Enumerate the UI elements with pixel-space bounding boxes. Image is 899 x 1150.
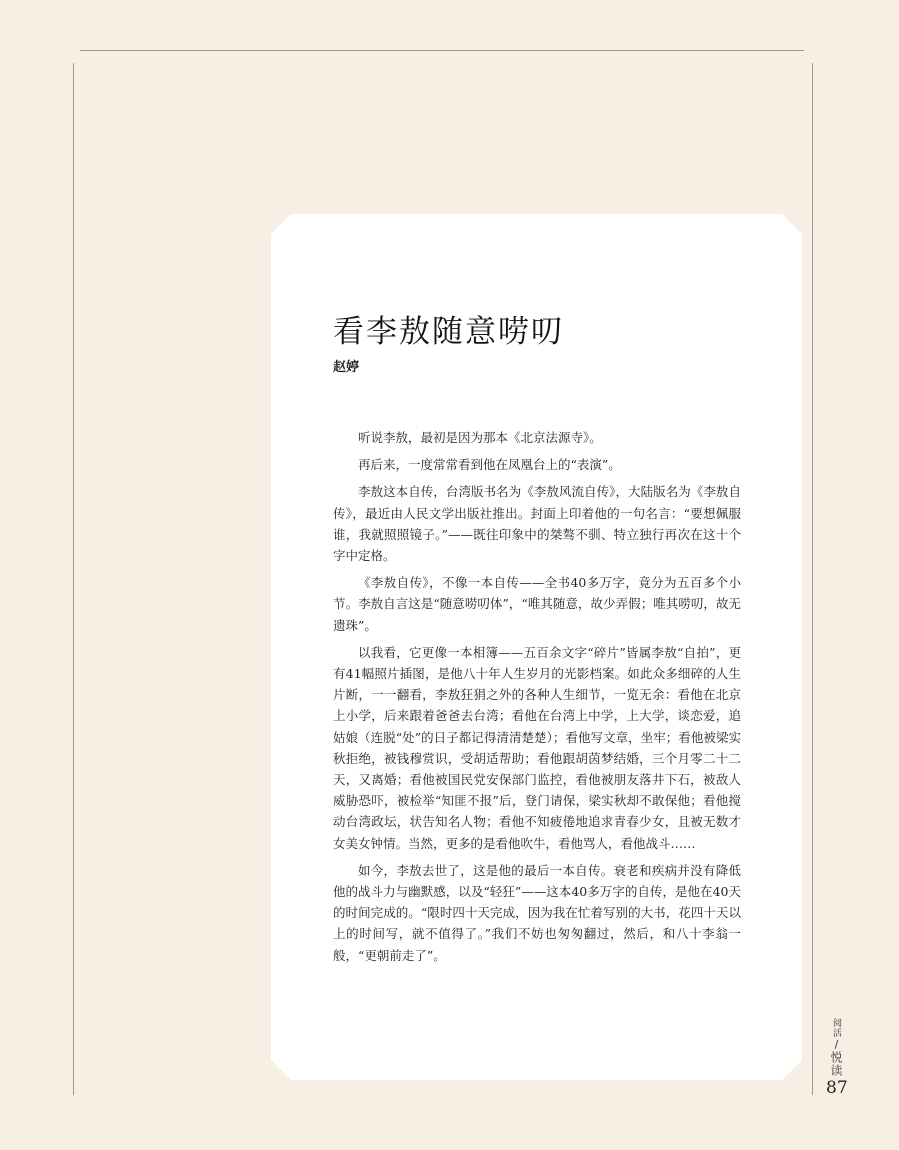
paragraph-2: 再后来，一度常常看到他在凤凰台上的“表演”。 (358, 457, 621, 473)
top-rule (80, 50, 804, 51)
paragraph-3: 李敖这本自传，台湾版书名为《李敖风流自传》，大陆版名为《李敖自传》，最近由人民文学出版社推出。封面上印着他的一句名言：“要想佩服谁，我就照照镜子。”——既往印象中的桀骜不驯、特立独行再次在这十个字中定格。 (333, 484, 741, 564)
column-label (828, 1018, 845, 1077)
column-separator: / (834, 1038, 839, 1051)
column-name: 悦读 (829, 1051, 843, 1077)
page-number: 87 (826, 1078, 848, 1098)
left-rule (73, 63, 74, 1095)
paragraph-1: 听说李敖，最初是因为那本《北京法源寺》。 (358, 430, 602, 445)
article-body (333, 427, 741, 972)
paragraph-4: 《李敖自传》，不像一本自传——全书40多万字，竟分为五百多个小节。李敖自言这是“随意唠叨体”，“唯其随意，故少弄假；唯其唠叨，故无遗珠”。 (333, 575, 741, 633)
right-rule (812, 63, 813, 1095)
paragraph-5: 以我看，它更像一本相簿——五百余文字“碎片”皆属李敖“自拍”，更有41幅照片插图，是他八十年人生岁月的光影档案。如此众多细碎的人生片断，一一翻看，李敖狂狷之外的各种人生细节，一览无余：看他在北京上小学，后来跟着爸爸去台湾；看他在台湾上中学，上大学，谈恋爱，追姑娘（连脱“处”的日子都记得清清楚楚）；看他写文章，坐牢；看他被梁实秋拒绝，被钱穆赏识，受胡适帮助；看他跟胡茵梦结婚，三个月零二十二天，又离婚；看他被国民党安保部门监控，看他被朋友落井下石，被敌人威胁恐吓，被检举“知匪不报”后，登门请保，梁实秋却不敢保他；看他搅动台湾政坛，状告知名人物；看他不知疲倦地追求青春少女，且被无数才女美女钟情。当然，更多的是看他吹牛，看他骂人，看他战斗…… (333, 644, 741, 851)
article-author: 赵婷 (333, 360, 360, 375)
paragraph-6: 如今，李敖去世了，这是他的最后一本自传。衰老和疾病并没有降低他的战斗力与幽默感，以及“轻狂”——这本40多万字的自传，是他在40天的时间完成的。“限时四十天完成，因为我在忙着写别的大书，花四十天以上的时间写，就不值得了。”我们不妨也匆匆翻过，然后，和八十李翁一般，“更朝前走了”。 (333, 862, 741, 963)
column-section: 阅活 (831, 1018, 841, 1038)
article-title: 看李敖随意唠叨 (333, 314, 564, 350)
